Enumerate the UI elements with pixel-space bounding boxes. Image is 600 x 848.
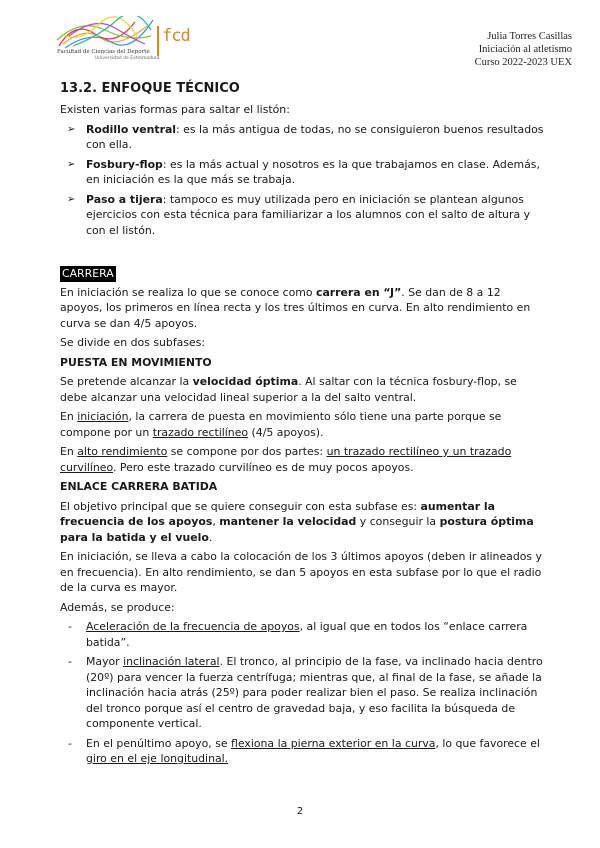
- dash-bullet-icon: -: [68, 620, 72, 633]
- techniques-list: [60, 122, 546, 239]
- section-title: 13.2. ENFOQUE TÉCNICO: [60, 81, 240, 96]
- technique-text: : es la más actual y nosotros es la que trabajamos en clase. Además, en iniciación es la que más se trabaja.: [86, 157, 540, 186]
- text-span: y conseguir la: [356, 515, 440, 528]
- puesta-paragraph-1: [60, 374, 546, 405]
- enlace-title: ENLACE CARRERA BATIDA: [60, 480, 218, 493]
- text-span: ,: [212, 515, 220, 528]
- underlined-span: un trazado rectilíneo y un trazado curvilíneo: [60, 445, 512, 474]
- enlace-paragraph-3: Además, se produce:: [60, 600, 175, 614]
- text-span: . Se dan de 8 a 12 apoyos, los primeros en línea recta y los tres últimos en curva. En alto rendimiento en curva se dan 4/5 apoyos.: [60, 285, 531, 330]
- dash-bullet-icon: -: [68, 736, 72, 750]
- underlined-span: trazado rectilíneo: [152, 425, 249, 439]
- fcd-mark-text: fcd: [162, 26, 190, 46]
- text-span: En: [60, 445, 78, 458]
- list-item: [60, 157, 546, 188]
- page-content: [60, 80, 546, 771]
- text-span: , la carrera de puesta en movimiento sólo tiene una parte porque se compone por un: [60, 410, 502, 439]
- list-item: [60, 736, 546, 767]
- underlined-span: inclinación lateral: [123, 655, 220, 668]
- enlace-paragraph-1: [60, 499, 546, 546]
- list-item: [60, 192, 546, 239]
- text-span: Se pretende alcanzar la: [60, 375, 193, 388]
- header-year: Curso 2022-2023 UEX: [474, 57, 572, 68]
- logo-subtext: Universidad de Extremadura: [95, 56, 160, 61]
- logo-graphic-icon: [55, 16, 155, 50]
- technique-text: : tampoco es muy utilizada pero en iniciación se plantean algunos ejercicios con esta técnica para familiarizar a los alumnos con el salto de altura y con el listón.: [86, 192, 531, 237]
- dash-bullet-icon: -: [68, 655, 72, 668]
- text-span: En: [60, 410, 78, 423]
- puesta-title: PUESTA EN MOVIMIENTO: [60, 355, 212, 369]
- bold-span: mantener la velocidad: [219, 515, 357, 528]
- text-span: . Al saltar con la técnica fosbury-flop, se debe alcanzar una velocidad lineal superior a la del salto ventral.: [60, 375, 517, 404]
- bold-span: postura óptima para la batida y el vuelo: [60, 515, 534, 544]
- text-span: se compone por dos partes:: [167, 445, 327, 458]
- header-course: Iniciación al atletismo: [478, 44, 572, 55]
- text-span: El objetivo principal que se quiere conseguir con esta subfase es:: [60, 499, 421, 513]
- technique-name: Rodillo ventral: [86, 122, 177, 136]
- underlined-span: iniciación: [77, 410, 129, 423]
- underlined-span: alto rendimiento: [77, 445, 168, 458]
- list-item: [60, 122, 546, 153]
- underlined-span: flexiona la pierna exterior en la curva: [231, 736, 436, 750]
- list-item: [60, 619, 546, 650]
- carrera-paragraph: [60, 285, 546, 332]
- arrow-bullet-icon: ➢: [67, 193, 76, 205]
- logo-text: Facultad de Ciencias del Deporte: [57, 49, 150, 55]
- bold-span: carrera en “J”: [316, 285, 402, 299]
- text-span: .: [208, 530, 213, 544]
- text-span: . El tronco, al principio de la fase, va inclinado hacia dentro (20º) para vencer la fuerza centrífuga; mientras que, al final de la fase, se añade la inclinación hacia atrás (25º) para poder realizar bien el paso. Se realiza inclinación del tronco porque así el centro de gravedad baja, y eso facilita la búsqueda de componente vertical.: [86, 655, 543, 730]
- subfases-intro: Se divide en dos subfases:: [60, 336, 206, 349]
- underlined-span: giro en el eje longitudinal.: [86, 752, 229, 765]
- page-number: 2: [296, 806, 304, 817]
- text-span: , al igual que en todos los “enlace carrera batida”.: [86, 620, 528, 649]
- bold-span: velocidad óptima: [192, 375, 299, 388]
- arrow-bullet-icon: ➢: [67, 158, 76, 170]
- underlined-span: Aceleración de la frecuencia de apoyos: [86, 620, 300, 633]
- technique-text: : es la más antigua de todas, no se consiguieron buenos resultados con ella.: [86, 122, 544, 151]
- list-item: [60, 654, 546, 732]
- fcd-mark: [157, 26, 190, 56]
- carrera-label: CARRERA: [62, 267, 114, 280]
- text-span: En iniciación se realiza lo que se conoce como: [60, 285, 316, 299]
- intro-text: Existen varias formas para saltar el listón:: [60, 103, 290, 116]
- puesta-paragraph-3: [60, 444, 546, 475]
- puesta-paragraph-2: [60, 409, 546, 440]
- header-author: Julia Torres Casillas: [487, 31, 572, 42]
- faculty-logo: [55, 16, 190, 64]
- technique-name: Paso a tijera: [86, 192, 163, 206]
- document-header: [475, 30, 572, 69]
- text-span: , lo que favorece el: [435, 736, 540, 750]
- enlace-list: [60, 619, 546, 767]
- bold-span: aumentar la frecuencia de los apoyos: [60, 499, 495, 528]
- technique-name: Fosbury-flop: [86, 157, 163, 171]
- text-span: (4/5 apoyos).: [248, 425, 324, 439]
- text-span: Mayor: [86, 655, 124, 668]
- arrow-bullet-icon: ➢: [67, 123, 76, 135]
- text-span: En el penúltimo apoyo, se: [86, 736, 232, 750]
- text-span: . Pero este trazado curvilíneo es de muy pocos apoyos.: [112, 460, 414, 474]
- enlace-paragraph-2: En iniciación, se lleva a cabo la colocación de los 3 últimos apoyos (deben ir alineados y en frecuencia). En alto rendimiento, se dan 5 apoyos en esta subfase por lo que el radio de la curva es mayor.: [60, 550, 542, 594]
